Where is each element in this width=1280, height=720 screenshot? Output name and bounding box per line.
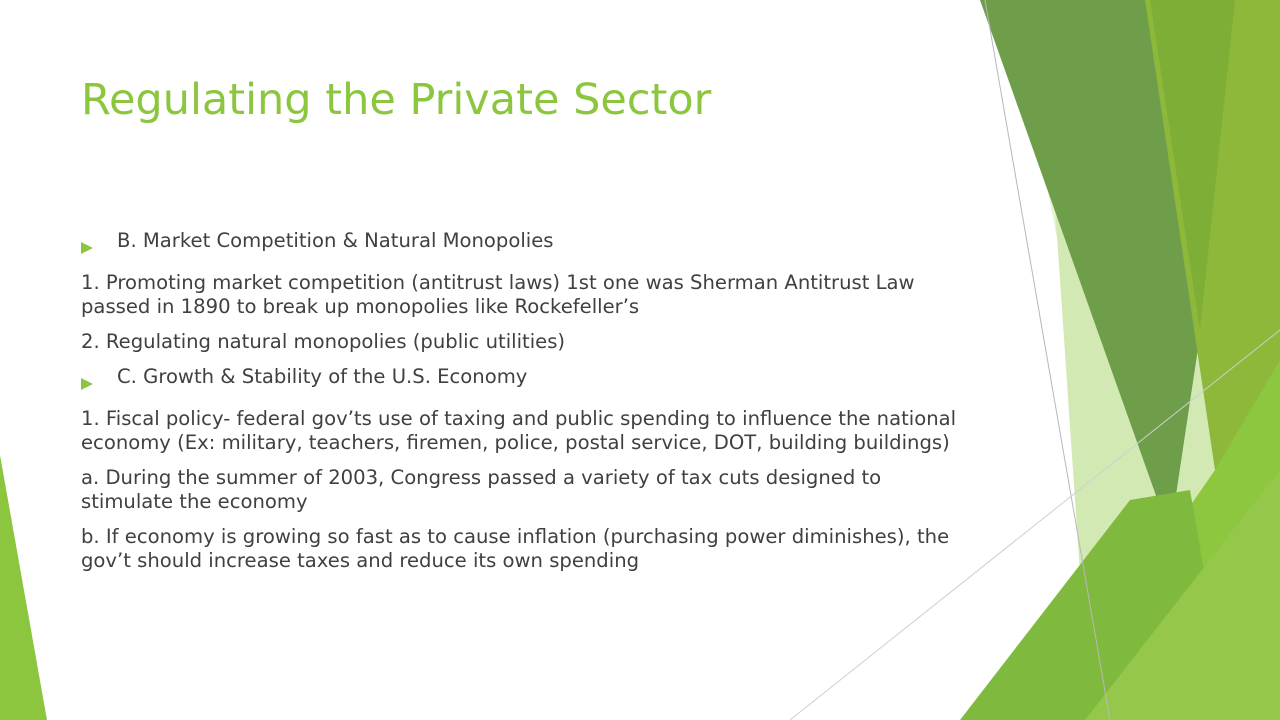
bullet-arrow-icon — [81, 229, 117, 260]
body-paragraph: a. During the summer of 2003, Congress passed a variety of tax cuts designed to stimulate the economy — [81, 466, 882, 513]
body-paragraph: 1. Promoting market competition (antitrust laws) 1st one was Sherman Antitrust Law passed in 1890 to break up monopolies like Rockefeller’s — [81, 271, 915, 318]
slide-title: Regulating the Private Sector — [81, 75, 712, 125]
bullet-text: B. Market Competition & Natural Monopolies — [117, 229, 554, 252]
bullet-text: C. Growth & Stability of the U.S. Economy — [117, 365, 528, 388]
body-paragraph: b. If economy is growing so fast as to cause inflation (purchasing power diminishes), the gov’t should increase taxes and reduce its own spending — [81, 525, 950, 572]
body-paragraph: 2. Regulating natural monopolies (public utilities) — [81, 330, 566, 353]
bullet-arrow-icon — [81, 365, 117, 396]
bullet-item — [81, 229, 961, 260]
body-paragraph: 1. Fiscal policy- federal gov’ts use of taxing and public spending to influence the national economy (Ex: military, teachers, firemen, police, postal service, DOT, building buildings) — [81, 407, 957, 454]
bullet-item — [81, 365, 961, 396]
left-edge-stripe — [0, 455, 47, 720]
slide-body — [81, 229, 961, 584]
